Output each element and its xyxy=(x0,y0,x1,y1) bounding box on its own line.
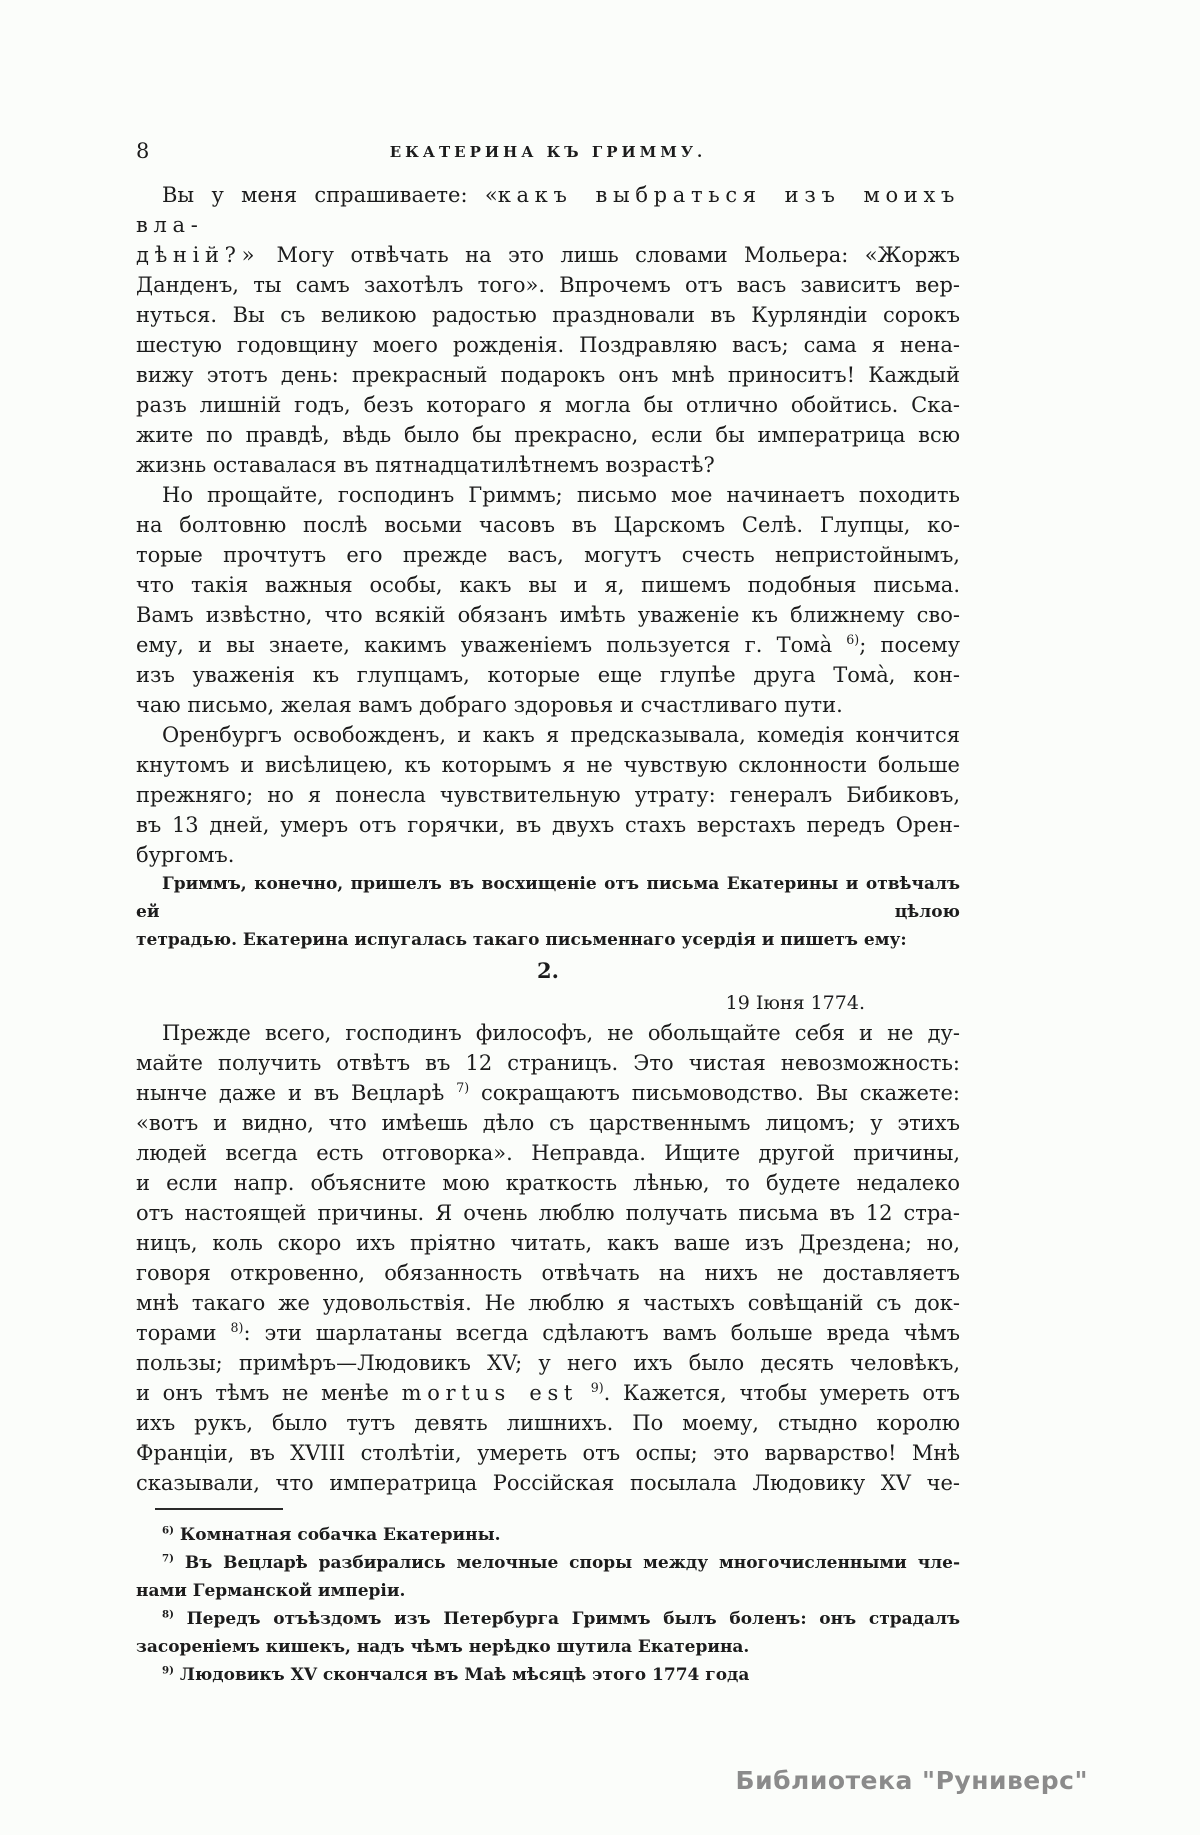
footnote-separator xyxy=(155,1508,283,1510)
footnote-marker: 9) xyxy=(590,1380,604,1395)
section-number: 2. xyxy=(537,958,559,983)
text-line: Вы у меня спрашиваете: «какъ выбраться изъ моихъ вла- xyxy=(136,183,960,237)
footnote-marker: 6) xyxy=(846,632,860,647)
text-line: Оренбургъ освобожденъ, и какъ я предсказывала, комедія кончится xyxy=(162,723,960,747)
page-number: 8 xyxy=(136,139,150,163)
footnote-marker: 6) xyxy=(162,1524,174,1537)
letter-1 xyxy=(136,180,960,870)
text-line: ему, и вы знаете, какимъ уваженіемъ пользуется г. Тома̀ $^{6)}$; посему xyxy=(136,632,960,657)
footnote-marker: 8) xyxy=(230,1320,244,1335)
text-line: вижу этотъ день: прекрасный подарокъ онъ мнѣ приноситъ! Каждый xyxy=(136,363,960,387)
text-line: людей всегда есть отговорка». Неправда. Ищите другой причины, xyxy=(136,1141,960,1165)
running-title: ЕКАТЕРИНА КЪ ГРИММУ. xyxy=(389,143,707,161)
text-line: и если напр. объясните мою краткость лѣнью, то будете недалеко xyxy=(136,1171,960,1195)
text-line: «вотъ и видно, что имѣешь дѣло съ царственнымъ лицомъ; у этихъ xyxy=(136,1111,960,1135)
text-line: бургомъ. xyxy=(136,843,235,867)
text-line: на болтовню послѣ восьми часовъ въ Царскомъ Селѣ. Глупцы, ко- xyxy=(136,513,960,537)
text-line: чаю письмо, желая вамъ добраго здоровья и счастливаго пути. xyxy=(136,693,843,717)
text-line: нами Германской имперіи. xyxy=(136,1581,406,1601)
text-line: разъ лишній годъ, безъ котораго я могла бы отлично обойтись. Ска- xyxy=(136,393,960,417)
text-line: $^{9)}$ Людовикъ XV скончался въ Маѣ мѣсяцѣ этого 1774 года xyxy=(162,1664,750,1685)
text-line: жите по правдѣ, вѣдь было бы прекрасно, если бы императрица всю xyxy=(136,423,960,447)
paragraph xyxy=(136,480,960,720)
text-line: торые прочтутъ его прежде васъ, могутъ счесть непристойнымъ, xyxy=(136,543,960,567)
text-block xyxy=(136,138,960,1689)
text-line: жизнь оставалася въ пятнадцатилѣтнемъ возрастѣ? xyxy=(136,453,715,477)
text-line: дѣній?» Могу отвѣчать на это лишь словами Мольера: «Жоржъ xyxy=(136,243,960,267)
editorial-note xyxy=(136,870,960,954)
paragraph xyxy=(136,180,960,480)
text-line: сказывали, что императрица Россійская посылала Людовику XV че- xyxy=(136,1471,960,1495)
text-line: нуться. Вы съ великою радостью праздновали въ Курляндіи сорокъ xyxy=(136,303,960,327)
text-line: Франціи, въ XVIII столѣтіи, умереть отъ оспы; это варварство! Мнѣ xyxy=(136,1441,960,1465)
text-line: прежняго; но я понесла чувствительную утрату: генералъ Бибиковъ, xyxy=(136,783,960,807)
text-line: пользы; примѣръ—Людовикъ XV; у него ихъ было десять человѣкъ, xyxy=(136,1351,960,1375)
text-line: засореніемъ кишекъ, надъ чѣмъ нерѣдко шутила Екатерина. xyxy=(136,1637,750,1657)
letterspaced-text: дѣній?» xyxy=(136,243,261,267)
text-line: мнѣ такаго же удовольствія. Не люблю я частыхъ совѣщаній съ док- xyxy=(136,1291,960,1315)
text-line: что такія важныя особы, какъ вы и я, пишемъ подобныя письма. xyxy=(136,573,960,597)
text-line: и онъ тѣмъ не менѣе mortus est $^{9)}$. Кажется, чтобы умереть отъ xyxy=(136,1380,960,1405)
text-line: въ 13 дней, умеръ отъ горячки, въ двухъ стахъ верстахъ передъ Орен- xyxy=(136,813,960,837)
text-line: Прежде всего, господинъ философъ, не обольщайте себя и не ду- xyxy=(162,1021,960,1045)
text-line: Гриммъ, конечно, пришелъ въ восхищеніе отъ письма Екатерины и отвѣчалъ ей цѣлою xyxy=(136,874,960,922)
text-line: кнутомъ и висѣлицею, къ которымъ я не чувствую склонности больше xyxy=(136,753,960,777)
text-line: торами $^{8)}$: эти шарлатаны всегда сдѣлаютъ вамъ больше вреда чѣмъ xyxy=(136,1320,960,1345)
letter-2 xyxy=(136,1018,960,1498)
text-line: $^{6)}$ Комнатная собачка Екатерины. xyxy=(162,1524,501,1545)
library-watermark: Библиотека "Руниверс" xyxy=(735,1766,1088,1795)
text-line: ихъ рукъ, было тутъ девять лишнихъ. По моему, стыдно королю xyxy=(136,1411,960,1435)
text-line: Вамъ извѣстно, что всякій обязанъ имѣть уваженіе къ ближнему сво- xyxy=(136,603,960,627)
letter-date: 19 Іюня 1774. xyxy=(725,992,865,1014)
text-line: отъ настоящей причины. Я очень люблю получать письма въ 12 стра- xyxy=(136,1201,960,1225)
text-line: говоря откровенно, обязанность отвѣчать на нихъ не доставляетъ xyxy=(136,1261,960,1285)
text-line: $^{8)}$ Передъ отъѣздомъ изъ Петербурга Гриммъ былъ боленъ: онъ страдалъ xyxy=(162,1608,960,1629)
text-line: тетрадью. Екатерина испугалась такаго письменнаго усердія и пишетъ ему: xyxy=(136,930,907,950)
footnote-marker: 7) xyxy=(456,1080,470,1095)
text-line: ницъ, коль скоро ихъ пріятно читать, какъ ваше изъ Дрездена; но, xyxy=(136,1231,960,1255)
letterspaced-text: какъ выбраться изъ моихъ вла- xyxy=(136,183,960,237)
text-line: изъ уваженія къ глупцамъ, которые еще глупѣе друга Тома̀, кон- xyxy=(136,663,960,687)
footnote-marker: 8) xyxy=(162,1608,174,1621)
footnote-marker: 9) xyxy=(162,1664,174,1677)
text-line: $^{7)}$ Въ Вецларѣ разбирались мелочные споры между многочисленными чле- xyxy=(162,1552,960,1573)
text-line: шестую годовщину моего рожденія. Поздравляю васъ; сама я нена- xyxy=(136,333,960,357)
paragraph xyxy=(136,1018,960,1498)
page-header xyxy=(136,138,960,168)
text-line: майте получить отвѣтъ въ 12 страницъ. Это чистая невозможность: xyxy=(136,1051,960,1075)
text-line: Но прощайте, господинъ Гриммъ; письмо мое начинаетъ походить xyxy=(162,483,960,507)
text-line: нынче даже и въ Вецларѣ $^{7)}$ сокращаютъ письмоводство. Вы скажете: xyxy=(136,1080,961,1105)
footnotes xyxy=(136,1521,960,1689)
paragraph xyxy=(136,720,960,870)
text-line: Данденъ, ты самъ захотѣлъ того». Впрочемъ отъ васъ зависитъ вер- xyxy=(136,273,960,297)
letterspaced-text: mortus est xyxy=(401,1381,578,1405)
footnote-marker: 7) xyxy=(162,1552,174,1565)
